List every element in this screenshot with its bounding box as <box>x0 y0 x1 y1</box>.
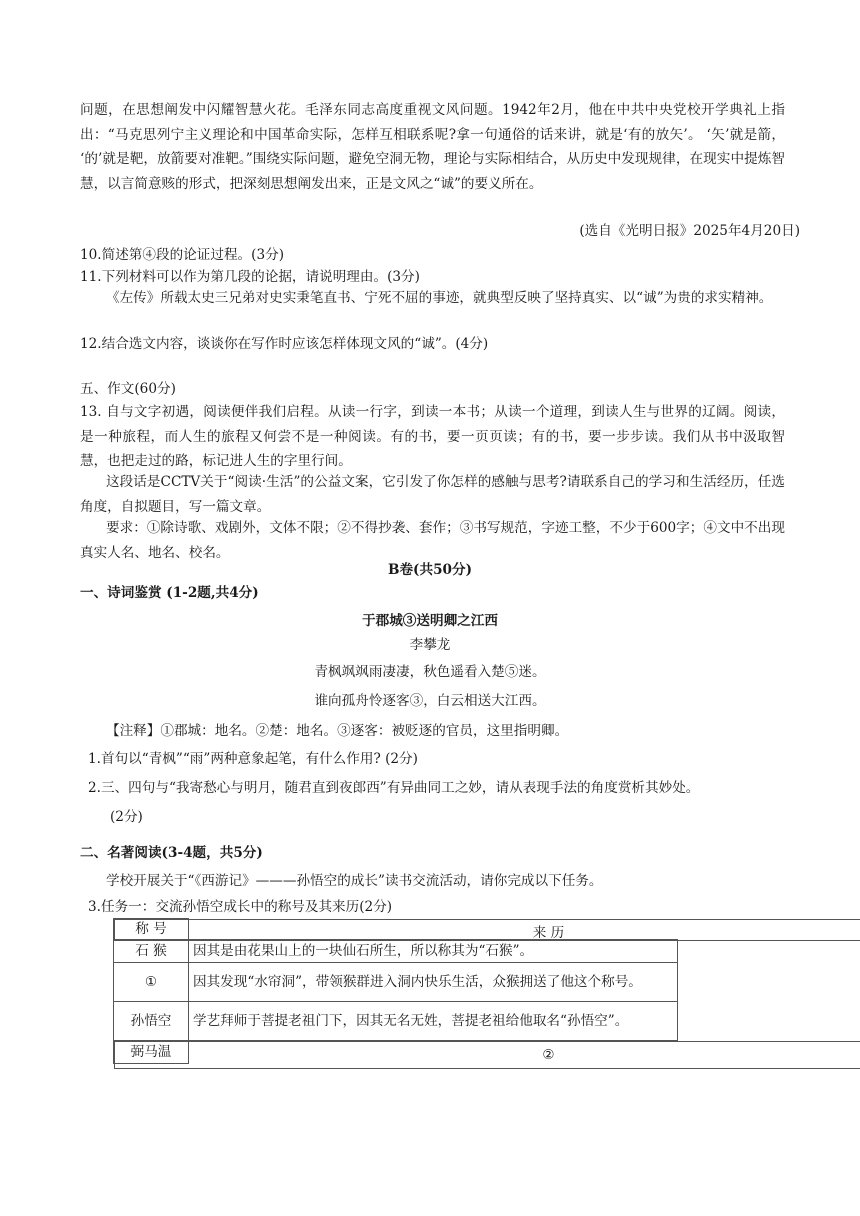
question-1: 1.首句以“青枫”“雨”两种意象起笔，有什么作用? (2分) <box>88 751 418 767</box>
table-cell-origin: 学艺拜师于菩提老祖门下，因其无名无姓，菩提老祖给他取名“孙悟空”。 <box>189 1002 678 1041</box>
table-header-title: 称 号 <box>114 919 189 940</box>
title-origin-table <box>113 918 678 1064</box>
passage-paragraph: 问题，在思想阐发中闪耀智慧火花。毛泽东同志高度重视文风问题。1942年2月，他在中共中央党校开学典礼上指出：“马克思列宁主义理论和中国革命实际，怎样互相联系呢?拿一句通俗的话来讲，就是‘有的放矢’。 ‘矢’就是箭， ‘的’就是靶，放箭要对准靶。”围绕实际问题，避免空洞无物，理论与实际相结合，从历史中发现规律，在现实中提炼智慧，以言简意赅的形式，把深刻思想阐发出来，正是文风之“诚”的要义所在。 <box>80 102 785 192</box>
poem-title: 于郡城③送明卿之江西 <box>362 613 498 629</box>
table-header-origin: 来 历 <box>114 919 860 941</box>
table-header-row <box>114 919 678 940</box>
table-cell-title: 弼马温 <box>114 1041 189 1064</box>
table-cell-origin: ② <box>114 1041 860 1069</box>
part1-heading: 一、诗词鉴赏 (1-2题,共4分) <box>80 585 259 601</box>
question-11: 11.下列材料可以作为第几段的论据，请说明理由。(3分) <box>80 269 420 285</box>
poem-line-1: 青枫飒飒雨凄凄，秋色遥看入楚⑤迷。 <box>314 664 546 680</box>
question-10: 10.简述第④段的论证过程。(3分) <box>80 247 284 263</box>
table-cell-title: 石 猴 <box>114 940 189 963</box>
part2-heading: 二、名著阅读(3-4题，共5分) <box>80 845 263 861</box>
question-2-score: (2分) <box>110 809 143 825</box>
poem-note: 【注释】①郡城：地名。②楚：地名。③逐客：被贬逐的官员，这里指明卿。 <box>106 723 569 739</box>
essay-requirements: 要求：①除诗歌、戏剧外，文体不限；②不得抄袭、套作；③书写规范，字迹工整，不少于600字；④文中不出现真实人名、地名、校名。 <box>80 520 785 561</box>
section-b-title: B卷(共50分) <box>387 562 473 578</box>
essay-question-13: 13. 自与文字初遇，阅读便伴我们启程。从读一行字，到读一本书；从读一个道理，到读人生与世界的辽阔。阅读，是一种旅程，而人生的旅程又何尝不是一种阅读。有的书，要一页页读；有的书，要一步步读。我们从书中汲取智慧，也把走过的路，标记进人生的字里行间。 <box>80 404 785 469</box>
table-row <box>114 963 678 1002</box>
poem-author: 李攀龙 <box>409 637 451 653</box>
table-cell-origin: 因其是由花果山上的一块仙石所生，所以称其为“石猴”。 <box>189 940 678 963</box>
table-row <box>114 940 678 963</box>
part2-intro: 学校开展关于“《西游记》———孙悟空的成长”读书交流活动，请你完成以下任务。 <box>106 873 603 889</box>
essay-heading: 五、作文(60分) <box>80 381 176 397</box>
table-cell-title: 孙悟空 <box>114 1002 189 1041</box>
table-cell-origin: 因其发现“水帘洞”，带领猴群进入洞内快乐生活，众猴拥送了他这个称号。 <box>189 963 678 1002</box>
question-12: 12.结合选文内容，谈谈你在写作时应该怎样体现文风的“诚”。(4分) <box>80 336 489 352</box>
question-11-material: 《左传》所载太史三兄弟对史实秉笔直书、宁死不屈的事迹，就典型反映了坚持真实、以“诚”为贵的求实精神。 <box>106 290 773 306</box>
passage-source: (选自《光明日报》2025年4月20日) <box>579 223 800 239</box>
question-2: 2.三、四句与“我寄愁心与明月，随君直到夜郎西”有异曲同工之妙，请从表现手法的角度赏析其妙处。 <box>88 780 700 796</box>
table-row <box>114 1041 678 1064</box>
poem-line-2: 谁向孤舟怜逐客③，白云相送大江西。 <box>314 693 546 709</box>
question-3: 3.任务一：交流孙悟空成长中的称号及其来历(2分) <box>88 899 393 915</box>
table-cell-title: ① <box>114 963 189 1002</box>
essay-prompt: 这段话是CCTV关于“阅读·生活”的公益文案，它引发了你怎样的感触与思考?请联系自己的学习和生活经历，任选角度，自拟题目，写一篇文章。 <box>80 474 785 515</box>
table-row <box>114 1002 678 1041</box>
